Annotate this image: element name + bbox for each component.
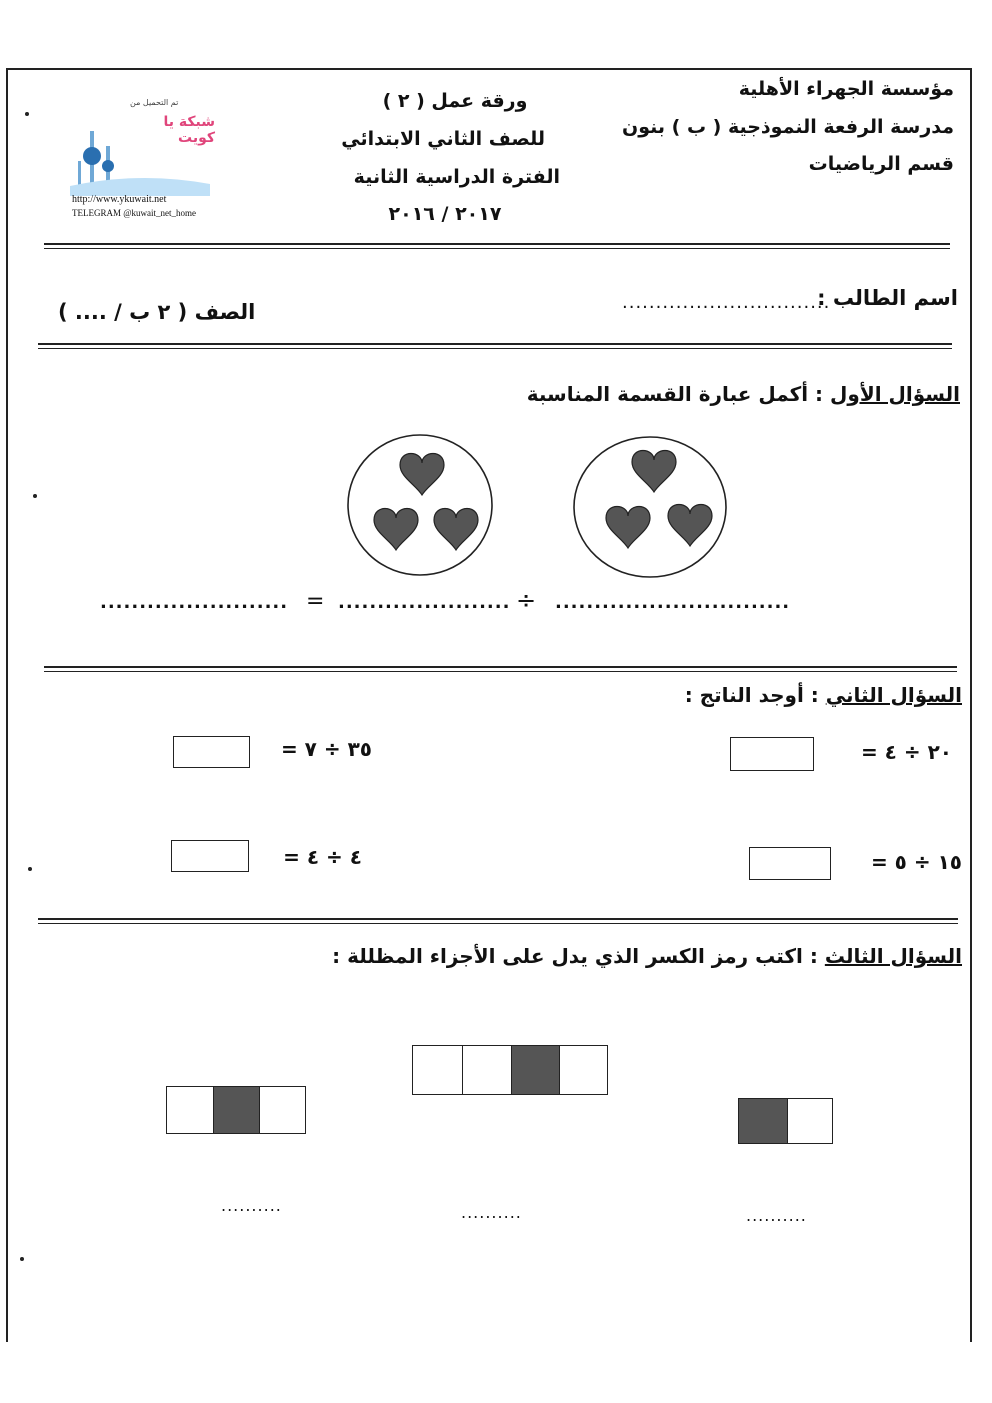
fraction-cell <box>412 1045 463 1095</box>
fraction-cell <box>559 1045 608 1095</box>
q2-divider <box>38 918 958 924</box>
worksheet-title: ورقة عمل ( ٢ ) <box>382 90 528 112</box>
q3-instruction: : اكتب رمز الكسر الذي يدل على الأجزاء المظللة : <box>332 944 818 968</box>
school-name: مدرسة الرفعة النموذجية ( ب ) بنون <box>622 116 954 138</box>
q1-heading <box>527 382 960 406</box>
class-label: الصف ( ٢ ب / .... ) <box>58 300 256 324</box>
q2-answer-box-3[interactable] <box>749 847 831 880</box>
q3-answer-3[interactable]: .......... <box>221 1196 282 1215</box>
q2-answer-box-4[interactable] <box>171 840 249 872</box>
fraction-cell-shaded <box>213 1086 260 1134</box>
group-circle-left <box>348 435 492 575</box>
q2-problem-4: ٤ ÷ ٤ = <box>283 845 362 869</box>
student-name-dots[interactable]: ............................... <box>622 292 831 313</box>
logo-url: http://www.ykuwait.net <box>72 194 167 205</box>
fraction-bar-quarters <box>412 1045 608 1095</box>
fraction-bar-halves <box>738 1098 833 1144</box>
student-name-label: اسم الطالب : <box>817 286 958 310</box>
fraction-cell-shaded <box>511 1045 560 1095</box>
q2-answer-box-2[interactable] <box>173 736 250 768</box>
site-logo: تم التحميل من شبكة يا كويت http://www.ykuwait.net TELEGRAM @kuwait_net_home <box>72 98 215 218</box>
q1-divider <box>44 666 957 672</box>
term-label: الفترة الدراسية الثانية <box>353 166 560 188</box>
fraction-cell-shaded <box>738 1098 788 1144</box>
fraction-cell <box>259 1086 306 1134</box>
q3-answer-1[interactable]: .......... <box>746 1206 807 1225</box>
margin-dot <box>20 1257 24 1261</box>
institution-name: مؤسسة الجهراء الأهلية <box>738 78 954 100</box>
grade-label: للصف الثاني الابتدائي <box>341 128 545 150</box>
q2-problem-3: ١٥ ÷ ٥ = <box>870 850 962 874</box>
q2-heading <box>685 683 962 707</box>
q1-blank-dividend[interactable]: .............................. <box>555 592 791 613</box>
logo-telegram: TELEGRAM @kuwait_net_home <box>72 208 197 218</box>
fraction-cell <box>166 1086 214 1134</box>
q1-equals-sign: = <box>306 589 325 614</box>
heart-groups <box>330 430 750 580</box>
q1-blank-divisor[interactable]: ...................... <box>338 592 511 613</box>
q1-blank-result[interactable]: ........................ <box>100 592 289 613</box>
q2-problem-2: ٣٥ ÷ ٧ = <box>280 737 372 761</box>
q3-heading <box>332 944 962 968</box>
q2-problem-1: ٢٠ ÷ ٤ = <box>860 740 952 764</box>
q1-title: السؤال الأول <box>830 382 960 406</box>
q2-instruction: : أوجد الناتج : <box>684 683 819 707</box>
margin-dot <box>33 494 37 498</box>
q2-title: السؤال الثاني <box>825 683 962 707</box>
department-name: قسم الرياضيات <box>808 153 954 175</box>
student-divider <box>38 343 952 349</box>
q1-instruction: : أكمل عبارة القسمة المناسبة <box>526 382 824 406</box>
header-divider <box>44 243 950 249</box>
q2-answer-box-1[interactable] <box>730 737 814 771</box>
margin-dot <box>28 867 32 871</box>
margin-dot <box>25 112 29 116</box>
fraction-bar-thirds <box>166 1086 306 1134</box>
fraction-cell <box>462 1045 512 1095</box>
q1-divide-sign: ÷ <box>516 586 537 614</box>
academic-year: ٢٠١٧ / ٢٠١٦ <box>388 203 502 225</box>
fraction-cell <box>787 1098 833 1144</box>
q3-title: السؤال الثالث <box>824 944 962 968</box>
q3-answer-2[interactable]: .......... <box>461 1203 522 1222</box>
